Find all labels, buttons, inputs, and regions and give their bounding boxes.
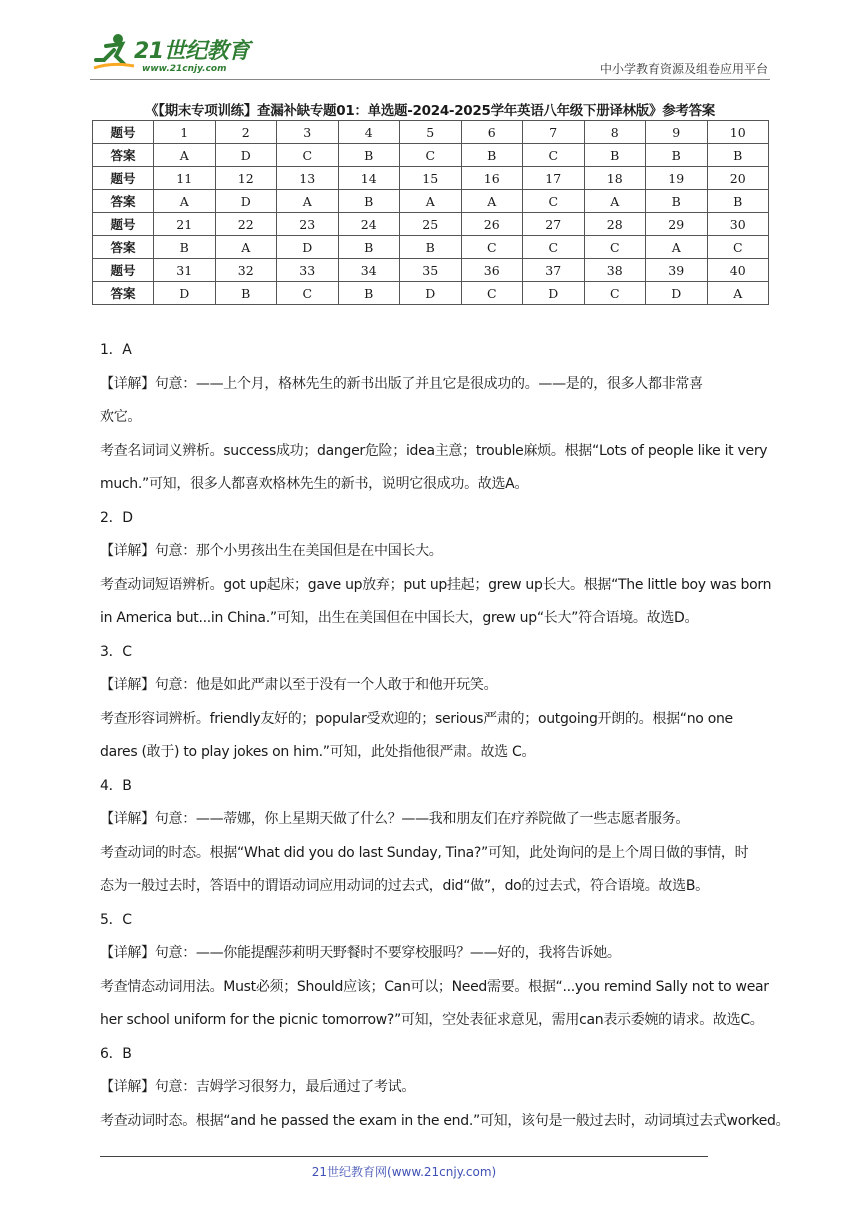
explanation-line: 态为一般过去时，答语中的谓语动词应用动词的过去式，did“做”，do的过去式，符合语境。故选B。 xyxy=(100,878,709,894)
explanation-line: 【详解】句意：吉姆学习很努力，最后通过了考试。 xyxy=(100,1079,416,1095)
question-number-cell: 16 xyxy=(461,167,523,190)
answer-cell: A xyxy=(400,190,462,213)
question-number-cell: 7 xyxy=(523,121,585,144)
answer-cell: B xyxy=(400,236,462,259)
answer-cell: C xyxy=(400,144,462,167)
explanation-line: 【详解】句意：他是如此严肃以至于没有一个人敢于和他开玩笑。 xyxy=(100,677,498,693)
question-number-cell: 38 xyxy=(584,259,646,282)
explanation-line: 【详解】句意：那个小男孩出生在美国但是在中国长大。 xyxy=(100,543,443,559)
question-number-cell: 21 xyxy=(154,213,216,236)
question-number-cell: 2 xyxy=(215,121,277,144)
row-header: 题号 xyxy=(93,213,154,236)
answer-cell: B xyxy=(338,144,400,167)
question-number-cell: 17 xyxy=(523,167,585,190)
question-number-row xyxy=(93,213,769,236)
answer-cell: B xyxy=(154,236,216,259)
answer-cell: C xyxy=(523,190,585,213)
question-number-cell: 4 xyxy=(338,121,400,144)
answer-cell: B xyxy=(461,144,523,167)
answer-cell: B xyxy=(646,144,708,167)
question-number-cell: 3 xyxy=(277,121,339,144)
answer-cell: B xyxy=(584,144,646,167)
explanations xyxy=(100,334,790,1138)
explanation-line: 【详解】句意：——蒂娜，你上星期天做了什么？——我和朋友们在疗养院做了一些志愿者服务。 xyxy=(100,811,690,827)
question-number-cell: 12 xyxy=(215,167,277,190)
answer-cell: C xyxy=(523,144,585,167)
question-number-cell: 25 xyxy=(400,213,462,236)
question-number-cell: 1 xyxy=(154,121,216,144)
answer-cell: C xyxy=(584,282,646,305)
question-number-cell: 30 xyxy=(707,213,769,236)
question-number-cell: 22 xyxy=(215,213,277,236)
question-number-cell: 10 xyxy=(707,121,769,144)
page-header xyxy=(90,28,770,80)
question-number-cell: 29 xyxy=(646,213,708,236)
answer-cell: B xyxy=(215,282,277,305)
answer-cell: B xyxy=(338,190,400,213)
explanation-line: 考查动词短语辨析。got up起床；gave up放弃；put up挂起；grew up长大。根据“The little boy was born xyxy=(100,576,772,593)
answer-row xyxy=(93,282,769,305)
platform-name: 中小学教育资源及组卷应用平台 xyxy=(599,62,768,76)
answer-table xyxy=(92,120,769,305)
question-number-cell: 33 xyxy=(277,259,339,282)
answer-cell: A xyxy=(154,190,216,213)
answer-cell: D xyxy=(215,190,277,213)
answer-row xyxy=(93,190,769,213)
answer-cell: C xyxy=(523,236,585,259)
answer-cell: D xyxy=(400,282,462,305)
answer-cell: B xyxy=(646,190,708,213)
question-number-cell: 15 xyxy=(400,167,462,190)
row-header: 答案 xyxy=(93,236,154,259)
question-number-cell: 37 xyxy=(523,259,585,282)
question-number-row xyxy=(93,121,769,144)
explanation-line: 考查形容词辨析。friendly友好的；popular受欢迎的；serious严肃的；outgoing开朗的。根据“no one xyxy=(100,710,733,727)
answer-cell: A xyxy=(584,190,646,213)
row-header: 答案 xyxy=(93,144,154,167)
answer-cell: A xyxy=(154,144,216,167)
row-header: 答案 xyxy=(93,282,154,305)
question-number-cell: 27 xyxy=(523,213,585,236)
question-heading: 1．A xyxy=(100,342,132,358)
answer-cell: D xyxy=(646,282,708,305)
question-number-cell: 32 xyxy=(215,259,277,282)
question-heading: 3．C xyxy=(100,643,132,660)
question-number-cell: 36 xyxy=(461,259,523,282)
question-number-row xyxy=(93,167,769,190)
answer-cell: D xyxy=(215,144,277,167)
question-heading: 5．C xyxy=(100,911,132,928)
explanation-line: her school uniform for the picnic tomorrow?”可知，空处表征求意见，需用can表示委婉的请求。故选C。 xyxy=(100,1012,764,1028)
logo-text: 21世纪教育 xyxy=(134,39,250,64)
explanation-line: 考查名词词义辨析。success成功；danger危险；idea主意；trouble麻烦。根据“Lots of people like it very xyxy=(100,442,768,459)
answer-cell: A xyxy=(461,190,523,213)
row-header: 题号 xyxy=(93,121,154,144)
answer-cell: C xyxy=(461,236,523,259)
question-number-cell: 35 xyxy=(400,259,462,282)
explanation-line: 考查动词的时态。根据“What did you do last Sunday, Tina?”可知，此处询问的是上个周日做的事情，时 xyxy=(100,844,749,861)
question-number-cell: 39 xyxy=(646,259,708,282)
question-number-cell: 28 xyxy=(584,213,646,236)
answer-cell: A xyxy=(277,190,339,213)
answer-cell: C xyxy=(277,282,339,305)
explanation-line: much.”可知，很多人都喜欢格林先生的新书，说明它很成功。故选A。 xyxy=(100,476,529,492)
document-title: 《【期末专项训练】查漏补缺专题01：单选题-2024-2025学年英语八年级下册译林版》参考答案 xyxy=(145,103,715,119)
question-number-cell: 8 xyxy=(584,121,646,144)
answer-cell: D xyxy=(523,282,585,305)
answer-cell: B xyxy=(707,144,769,167)
explanation-line: 考查动词时态。根据“and he passed the exam in the end.”可知，该句是一般过去时，动词填过去式worked。 xyxy=(100,1112,790,1129)
row-header: 答案 xyxy=(93,190,154,213)
question-number-cell: 31 xyxy=(154,259,216,282)
question-number-cell: 24 xyxy=(338,213,400,236)
explanation-line: 【详解】句意：——你能提醒莎莉明天野餐时不要穿校服吗？——好的，我将告诉她。 xyxy=(100,945,621,961)
question-number-row xyxy=(93,259,769,282)
question-number-cell: 19 xyxy=(646,167,708,190)
question-number-cell: 18 xyxy=(584,167,646,190)
question-number-cell: 26 xyxy=(461,213,523,236)
question-heading: 4．B xyxy=(100,777,132,794)
header-divider xyxy=(90,79,770,80)
footer-text: 21世纪教育网(www.21cnjy.com) xyxy=(311,1165,497,1179)
site-logo xyxy=(92,32,262,76)
answer-cell: A xyxy=(707,282,769,305)
question-number-cell: 40 xyxy=(707,259,769,282)
question-number-cell: 34 xyxy=(338,259,400,282)
question-number-cell: 9 xyxy=(646,121,708,144)
explanation-line: 考查情态动词用法。Must必须；Should应该；Can可以；Need需要。根据“...you remind Sally not to wear xyxy=(100,978,769,995)
footer-divider xyxy=(100,1156,708,1157)
answer-cell: A xyxy=(215,236,277,259)
answer-cell: B xyxy=(338,236,400,259)
answer-cell: D xyxy=(154,282,216,305)
answer-cell: C xyxy=(461,282,523,305)
answer-cell: D xyxy=(277,236,339,259)
question-heading: 6．B xyxy=(100,1045,132,1062)
answer-cell: A xyxy=(646,236,708,259)
logo-url: www.21cnjy.com xyxy=(142,64,227,74)
question-heading: 2．D xyxy=(100,509,133,526)
question-number-cell: 23 xyxy=(277,213,339,236)
question-number-cell: 5 xyxy=(400,121,462,144)
answer-cell: C xyxy=(707,236,769,259)
runner-logo-icon xyxy=(92,32,136,72)
question-number-cell: 13 xyxy=(277,167,339,190)
question-number-cell: 20 xyxy=(707,167,769,190)
question-number-cell: 14 xyxy=(338,167,400,190)
answer-cell: C xyxy=(584,236,646,259)
explanation-line: 欢它。 xyxy=(100,409,142,425)
row-header: 题号 xyxy=(93,259,154,282)
explanation-line: dares (敢于) to play jokes on him.”可知，此处指他很严肃。故选 C。 xyxy=(100,744,536,760)
question-number-cell: 6 xyxy=(461,121,523,144)
explanation-line: in America but...in China.”可知，出生在美国但在中国长大，grew up“长大”符合语境。故选D。 xyxy=(100,610,699,626)
answer-cell: C xyxy=(277,144,339,167)
question-number-cell: 11 xyxy=(154,167,216,190)
explanation-line: 【详解】句意：——上个月，格林先生的新书出版了并且它是很成功的。——是的，很多人都非常喜 xyxy=(100,375,703,392)
answer-cell: B xyxy=(338,282,400,305)
answer-row xyxy=(93,236,769,259)
row-header: 题号 xyxy=(93,167,154,190)
answer-cell: B xyxy=(707,190,769,213)
answer-row xyxy=(93,144,769,167)
